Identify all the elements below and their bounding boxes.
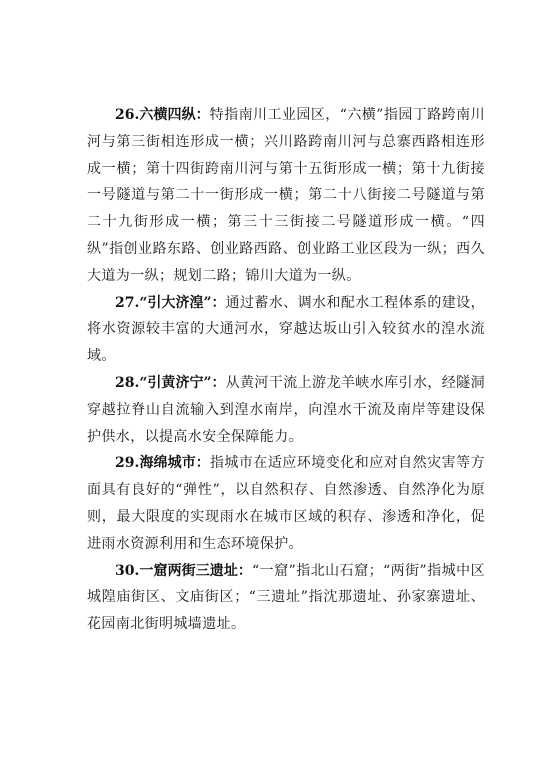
- glossary-entry-27: [87, 290, 485, 370]
- entry-body: “一窟”指北山石窟；“两街”指城中区城隍庙街区、文庙街区；“三遗址”指沈那遗址、孙家寨遗址、花园南北街明城墙遗址。: [87, 562, 486, 633]
- glossary-entry-29: [87, 450, 485, 557]
- entry-body: 从黄河干流上游龙羊峡水库引水，经隧洞穿越拉脊山自流输入到湟水南岸，向湟水干流及南岸等建设保护供水，以提高水安全保障能力。: [87, 374, 485, 445]
- entry-term: 28.“引黄济宁”：: [115, 374, 226, 391]
- entry-body: 指城市在适应环境变化和应对自然灾害等方面具有良好的“弹性”，以自然积存、自然渗透、自然净化为原则，最大限度的实现雨水在城市区域的积存、渗透和净化，促进雨水资源利用和生态环境保护。: [87, 455, 485, 552]
- entry-term: 26.六横四纵：: [115, 107, 210, 123]
- entry-term: 30.一窟两街三遗址：: [115, 562, 253, 579]
- glossary-entry-26: [87, 102, 485, 290]
- entry-term: 27.“引大济湟”：: [115, 294, 226, 311]
- glossary-content: [87, 102, 485, 638]
- glossary-entry-30: [87, 558, 485, 638]
- entry-body: 特指南川工业园区，“六横”指园丁路跨南川河与第三街相连形成一横；兴川路跨南川河与总寨西路相连形成一横；第十四街跨南川河与第十五街形成一横；第十九街接一号隧道与第二十一街形成一横；第二十八街接二号隧道与第二十九街形成一横；第三十三街接二号隧道形成一横。“四纵”指创业路东路、创业路西路、创业路工业区段为一纵；西久大道为一纵；规划二路；锦川大道为一纵。: [87, 107, 485, 284]
- glossary-entry-28: [87, 370, 485, 450]
- entry-term: 29.海绵城市：: [115, 455, 210, 472]
- entry-body: 通过蓄水、调水和配水工程体系的建设，将水资源较丰富的大通河水，穿越达坂山引入较贫水的湟水流域。: [87, 294, 485, 365]
